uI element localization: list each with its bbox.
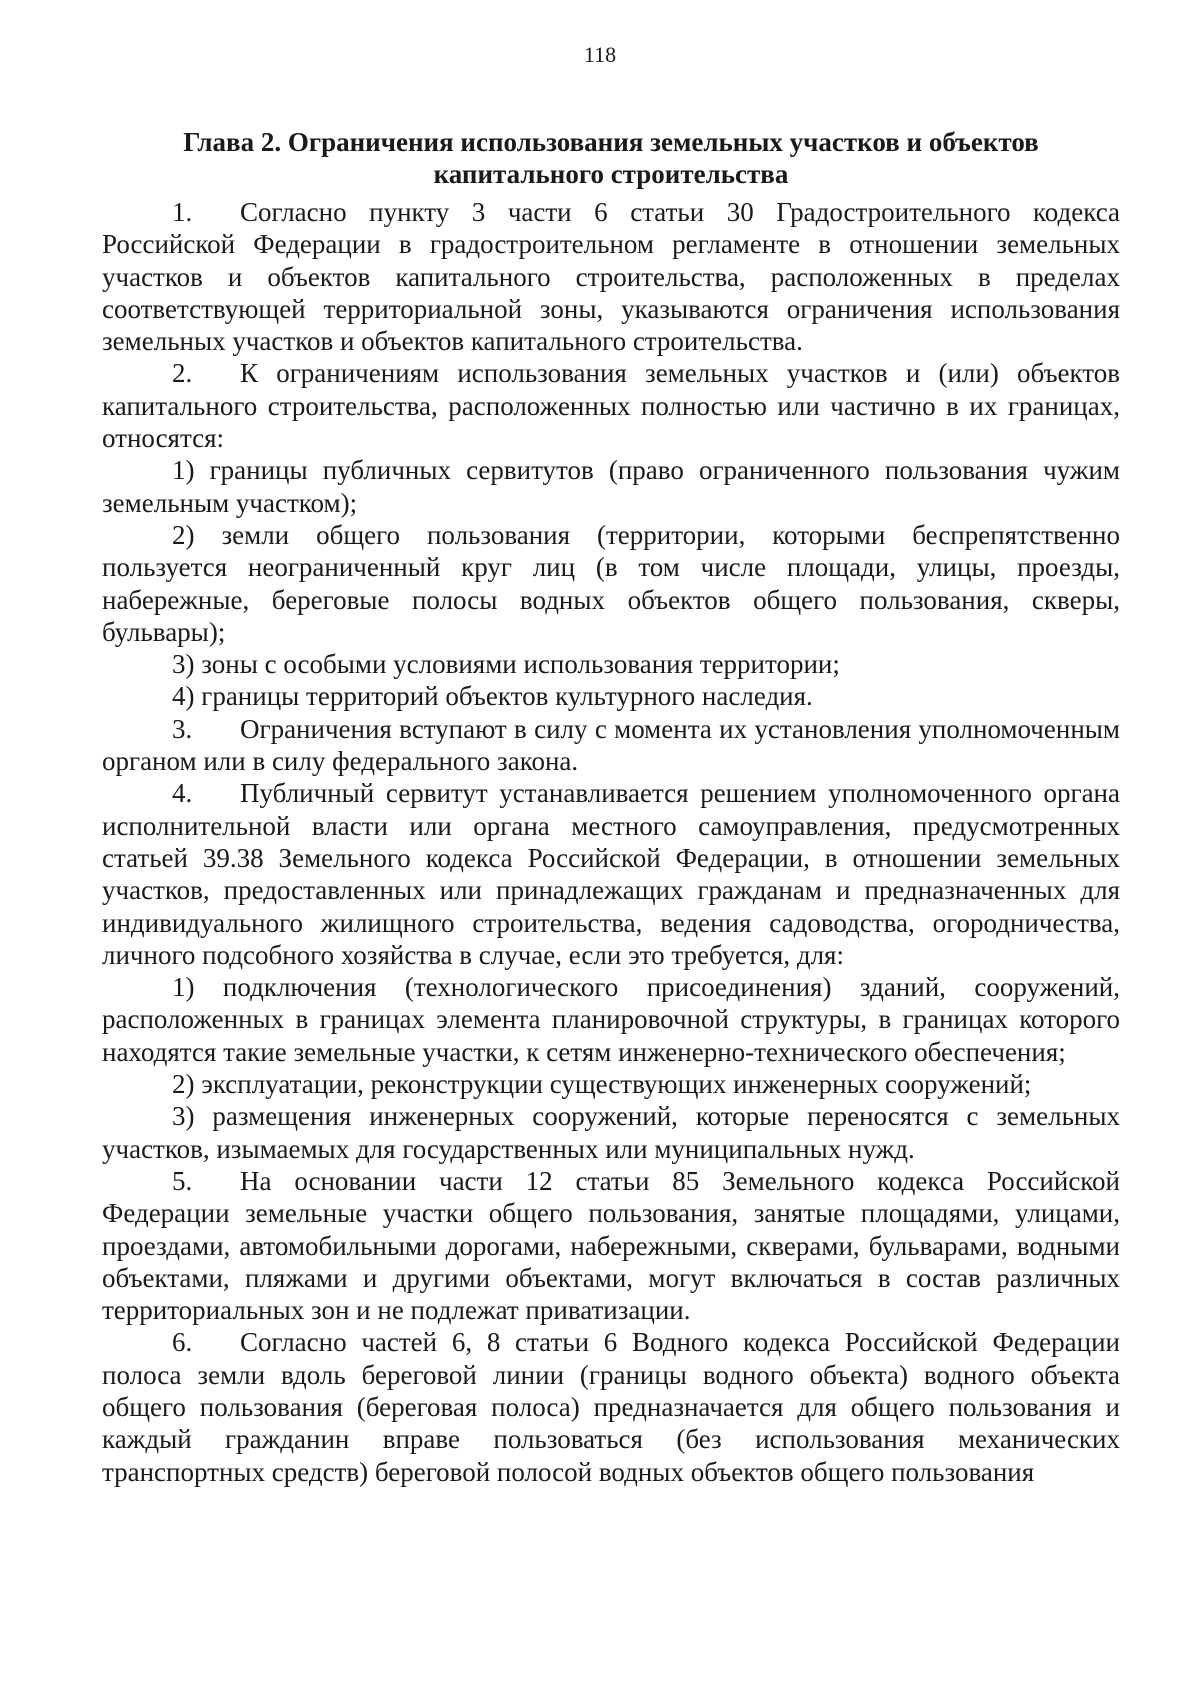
paragraph-2 bbox=[102, 357, 1120, 454]
list-item: 1) границы публичных сервитутов (право ограниченного пользования чужим земельным участком); bbox=[102, 455, 1120, 518]
paragraph-1 bbox=[102, 196, 1120, 357]
list-item: 4) границы территорий объектов культурного наследия. bbox=[172, 681, 813, 712]
paragraph-text: На основании части 12 статьи 85 Земельного кодекса Российской Федерации земельные участки общего пользования, занятые площадями, улицами, проездами, автомобильными дорогами, набережными, скверами, бульварами, водными объектами, пляжами и другими объектами, могут включаться в состав различных территориальных зон и не подлежат приватизации. bbox=[102, 1165, 1120, 1326]
paragraph-number: 4. bbox=[172, 778, 193, 809]
paragraph-number: 6. bbox=[172, 1327, 193, 1358]
list-item: 2) земли общего пользования (территории, которыми беспрепятственно пользуется неограниченный круг лиц (в том числе площади, улицы, проезды, набережные, береговые полосы водных объектов общего пользования, скверы, бульвары); bbox=[102, 519, 1120, 647]
list-item: 1) подключения (технологического присоединения) зданий, сооружений, расположенных в границах элемента планировочной структуры, в границах которого находятся такие земельные участки, к сетям инженерно-технического обеспечения; bbox=[102, 972, 1120, 1067]
paragraph-text: Ограничения вступают в силу с момента их установления уполномоченным органом или в силу федерального закона. bbox=[102, 713, 1120, 777]
paragraph-text: Согласно частей 6, 8 статьи 6 Водного кодекса Российской Федерации полоса земли вдоль береговой линии (границы водного объекта) водного объекта общего пользования (береговая полоса) предназначается для общего пользования и каждый гражданин вправе пользоваться (без использования механических транспортных средств) береговой полосой водных объектов общего пользования bbox=[102, 1327, 1120, 1487]
paragraph-4 bbox=[102, 777, 1120, 971]
paragraph-6 bbox=[102, 1326, 1120, 1487]
document-body bbox=[102, 126, 1120, 1488]
paragraph-text: К ограничениям использования земельных участков и (или) объектов капитального строительства, расположенных полностью или частично в их границах, относятся: bbox=[102, 358, 1120, 454]
paragraph-number: 2. bbox=[172, 358, 193, 389]
paragraph-number: 1. bbox=[172, 197, 193, 227]
paragraph-text: Согласно пункту 3 части 6 статьи 30 Градостроительного кодекса Российской Федерации в градостроительном регламенте в отношении земельных участков и объектов капитального строительства, расположенных в пределах соответствующей территориальной зоны, указываются ограничения использования земельных участков и объектов капитального строительства. bbox=[102, 197, 1120, 357]
chapter-heading bbox=[102, 126, 1120, 190]
chapter-heading-line-1: Глава 2. Ограничения использования земельных участков и объектов bbox=[183, 127, 1039, 157]
paragraph-text: Публичный сервитут устанавливается решением уполномоченного органа исполнительной власти или органа местного самоуправления, предусмотренных статьей 39.38 Земельного кодекса Российской Федерации, в отношении земельных участков, предоставленных или принадлежащих гражданам и предназначенных для индивидуального жилищного строительства, ведения садоводства, огородничества, личного подсобного хозяйства в случае, если это требуется, для: bbox=[102, 778, 1120, 970]
list-item: 3) размещения инженерных сооружений, которые переносятся с земельных участков, изымаемых для государственных или муниципальных нужд. bbox=[102, 1101, 1120, 1164]
paragraph-number: 3. bbox=[172, 713, 193, 744]
chapter-heading-line-2: капитального строительства bbox=[433, 159, 789, 189]
list-item: 2) эксплуатации, реконструкции существующих инженерных сооружений; bbox=[172, 1069, 1032, 1100]
paragraph-3 bbox=[102, 713, 1120, 778]
list-item: 3) зоны с особыми условиями использования территории; bbox=[172, 649, 840, 680]
paragraph-5 bbox=[102, 1165, 1120, 1326]
paragraph-number: 5. bbox=[172, 1165, 193, 1196]
page-number: 118 bbox=[583, 42, 617, 67]
